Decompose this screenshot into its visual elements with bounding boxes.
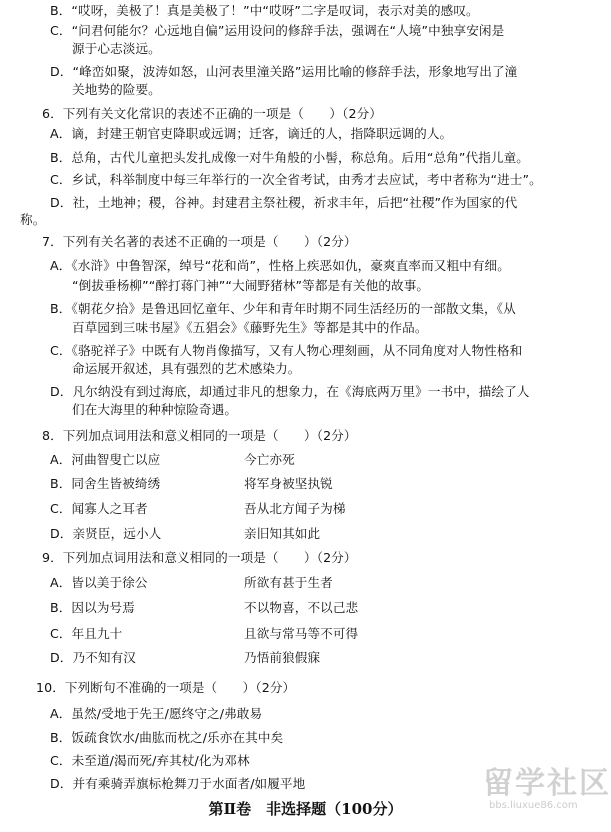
text-line-q7-b-2 [72, 320, 428, 336]
line-text: D．并有乘骑弄旗标枪舞刀于水面者/如履平地 [50, 776, 306, 791]
text-line-q7 [42, 234, 357, 250]
comparison-text-q8-c: 吾从北方闻子为梯 [244, 501, 346, 516]
text-line-q6-c [50, 172, 542, 188]
text-line-q7-b-1 [50, 301, 516, 317]
watermark-url: bbs.liuxue86.com [489, 800, 578, 811]
line-text: C．《骆驼祥子》中既有人物肖像描写，又有人物心理刻画，从不同角度对人物性格和 [50, 343, 523, 358]
watermark-logo-text: 留学社区 [483, 766, 611, 801]
line-text: A．虽然/受地于先王/愿终守之/弗敢易 [50, 706, 263, 721]
line-text: A．《水浒》中鲁智深，绰号“花和尚”，性格上疾恶如仇，豪爽直率而又粗中有细。 [50, 258, 510, 273]
line-text: B．总角，古代儿童把头发扎成像一对牛角般的小髻，称总角。后用“总角”代指儿童。 [50, 150, 529, 165]
watermark [483, 758, 611, 822]
text-line-q5-c-1 [50, 23, 504, 39]
line-text: B．同舍生皆被绮绣 [50, 476, 161, 491]
comparison-text-q9-c: 且欲与常马等不可得 [244, 626, 359, 641]
line-text: C．年且九十 [50, 626, 123, 641]
text-line-q6 [42, 106, 382, 122]
line-text: D．凡尔纳没有到过海底，却通过非凡的想象力，在《海底两万里》一书中，描绘了人 [50, 384, 530, 399]
text-line-q5-d-2 [72, 82, 161, 98]
section-title: 第Ⅱ卷 非选择题（100分） [208, 800, 403, 818]
line-text: B．“哎呀，美极了！真是美极了！”中“哎呀”二字是叹词，表示对美的感叹。 [50, 3, 479, 18]
text-line-q8-a [50, 452, 160, 468]
line-text: 8．下列加点词用法和意义相同的一项是（ ）（2分） [42, 428, 357, 443]
line-text: 10．下列断句不准确的一项是（ ）（2分） [36, 680, 296, 695]
line-text: C．“问君何能尔？心远地自偏”运用设问的修辞手法，强调在“人境”中独享安闲是 [50, 23, 505, 38]
line-text: 们在大海里的种种惊险奇遇。 [72, 402, 238, 417]
text-line-q7-c-2 [72, 361, 301, 377]
line-text: D．乃不知有汉 [50, 650, 136, 665]
text-line-q8 [42, 428, 357, 444]
text-line-q7-d-1 [50, 384, 529, 400]
text-line-q5-c-2 [72, 41, 161, 57]
line-text: D．“峰峦如聚，波涛如怒，山河表里潼关路”运用比喻的修辞手法，形象地写出了潼 [50, 64, 518, 79]
text-line-q10 [36, 680, 295, 696]
text-line-q7-a-2 [72, 278, 429, 294]
line-text: 关地势的险要。 [72, 82, 161, 97]
comparison-text-q8-b: 将军身被坚执锐 [244, 476, 333, 491]
line-text: 9．下列加点词用法和意义相同的一项是（ ）（2分） [42, 550, 357, 565]
line-text: A．谪，封建王朝官吏降职或远调；迁客，谪迁的人，指降职远调的人。 [50, 126, 453, 141]
line-text: C．未至道/渴而死/弃其杖/化为邓林 [50, 753, 250, 768]
line-text: A．皆以美于徐公 [50, 575, 148, 590]
text-line-q9-b [50, 600, 135, 616]
text-line-q6-d-1 [50, 195, 517, 211]
text-line-q7-c-1 [50, 343, 522, 359]
line-text: D．亲贤臣，远小人 [50, 526, 162, 541]
text-line-q10-c [50, 753, 250, 769]
line-text: D．社，土地神；稷，谷神。封建君主祭社稷，祈求丰年，后把“社稷”作为国家的代 [50, 195, 518, 210]
comparison-text-q9-b: 不以物喜，不以己悲 [244, 600, 359, 615]
line-text: 6．下列有关文化常识的表述不正确的一项是（ ）（2分） [42, 106, 382, 121]
line-text: “倒拔垂杨柳”“醉打蒋门神”“大闹野猪林”等都是有关他的故事。 [72, 278, 430, 293]
text-line-q7-d-2 [72, 402, 237, 418]
line-text: 百草园到三味书屋》《五猖会》《藤野先生》等都是其中的作品。 [72, 320, 428, 335]
line-text: 源于心志淡远。 [72, 41, 161, 56]
line-text: C．乡试，科举制度中每三年举行的一次全省考试，由秀才去应试，考中者称为“进士”。 [50, 172, 542, 187]
text-line-q9-a [50, 575, 148, 591]
text-line-q6-d-2 [20, 212, 45, 228]
text-line-q9-c [50, 626, 122, 642]
text-line-q9 [42, 550, 357, 566]
text-line-q8-c [50, 501, 148, 517]
line-text: B．饭疏食饮水/曲肱而枕之/乐亦在其中矣 [50, 730, 284, 745]
text-line-q5-d-1 [50, 64, 517, 80]
text-line-q10-d [50, 776, 305, 792]
line-text: B．因以为号焉 [50, 600, 135, 615]
text-line-q8-b [50, 476, 160, 492]
line-text: A．河曲智叟亡以应 [50, 452, 161, 467]
line-text: B．《朝花夕拾》是鲁迅回忆童年、少年和青年时期不同生活经历的一部散文集，《从 [50, 301, 516, 316]
comparison-text-q8-a: 今亡亦死 [244, 452, 295, 467]
text-line-q7-a-1 [50, 258, 510, 274]
line-text: 7．下列有关名著的表述不正确的一项是（ ）（2分） [42, 234, 357, 249]
line-text: 命运展开叙述，具有强烈的艺术感染力。 [72, 361, 301, 376]
text-line-q6-a [50, 126, 452, 142]
text-line-q10-a [50, 706, 262, 722]
text-line-q10-b [50, 730, 283, 746]
text-line-q6-b [50, 150, 529, 166]
comparison-text-q8-d: 亲旧知其如此 [244, 526, 321, 541]
text-line-q8-d [50, 526, 161, 542]
comparison-text-q9-a: 所欲有甚于生者 [244, 575, 333, 590]
text-line-q9-d [50, 650, 136, 666]
text-line-q5-b [50, 3, 479, 19]
line-text: C．闻寡人之耳者 [50, 501, 148, 516]
line-text: 称。 [20, 212, 46, 227]
comparison-text-q9-d: 乃悟前狼假寐 [244, 650, 321, 665]
